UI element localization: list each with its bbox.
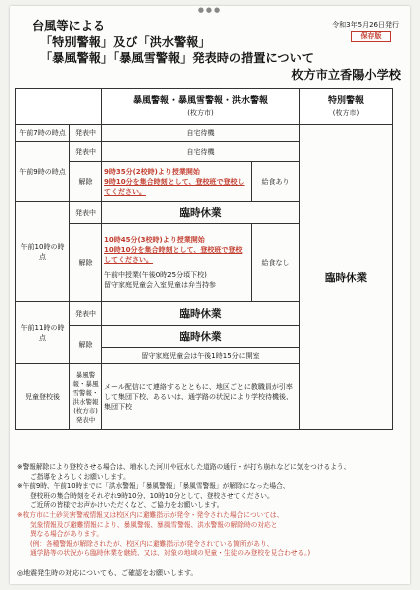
title-line-1: 台風等による [32, 19, 106, 33]
note-line: (例：各種警報が解除されたが、校区内に避難指示が発令されている箇所があり、 [30, 539, 274, 548]
row-9am-instructions: 9時35分(2校時)より授業開始 9時10分を集合時刻として、登校班で登校してください。 [102, 162, 252, 202]
row-11am-status-active: 発表中 [70, 302, 102, 326]
header-storm: 暴風警報・暴風雪警報・洪水警報 (枚方市) [102, 89, 300, 125]
issue-date: 令和3年5月26日発行 [332, 21, 399, 29]
row-10am-lunch: 給食なし [252, 224, 300, 302]
notes-section [17, 463, 397, 559]
note-line: 異なる場合があります。 [30, 530, 104, 539]
header-special: 特別警報 (枚方市) [300, 89, 393, 125]
note-line: 通学路等の状況から臨時休業を継続、又は、対象の地域の児童・生徒のみ登校を見合わせる。) [30, 549, 311, 558]
keep-stamp: 保存版 [351, 31, 391, 42]
row-9am-lunch: 給食あり [252, 162, 300, 202]
response-table [15, 88, 393, 430]
row-10am-time: 午前10時の時点 [16, 202, 70, 302]
row-7am-action: 自宅待機 [102, 125, 300, 142]
row-11am-status-lifted: 解除 [70, 326, 102, 364]
after-arrival-status: 暴風警報・暴風雪警報・洪水警報(枚方市)発表中 [70, 364, 102, 430]
note-line: 登校班の集合時刻をそれぞれ9時10分、10時10分として、登校させてください。 [30, 491, 274, 500]
row-9am-time: 午前9時の時点 [16, 142, 70, 202]
row-7am-status: 発表中 [70, 125, 102, 142]
special-warning-action: 臨時休業 [300, 125, 393, 430]
row-10am-status-lifted: 解除 [70, 224, 102, 302]
note-line: ご指導をよろしくお願いします。 [30, 472, 130, 481]
row-11am-time: 午前11時の時点 [16, 302, 70, 364]
row-7am-time: 午前7時の時点 [16, 125, 70, 142]
note-line: ご近所の皆様でお声かけいただくなど、ご協力をお願いします。 [30, 501, 224, 510]
title-line-2: 「特別警報」及び「洪水警報」 [40, 35, 211, 49]
header-blank [16, 89, 102, 125]
row-9am-action-active: 自宅待機 [102, 142, 300, 162]
row-9am-status-active: 発表中 [70, 142, 102, 162]
footer-note: ◎地震発生時の対応についても、ご確認をお願いします。 [17, 569, 198, 577]
row-10am-action-active: 臨時休業 [102, 202, 300, 224]
row-11am-action-active: 臨時休業 [102, 302, 300, 326]
row-10am-status-active: 発表中 [70, 202, 102, 224]
hole-punch-marks: ●●● [197, 6, 223, 14]
note-line: ※枚方市に土砂災害警戒情報又は校区内に避難指示が発令・発令された場合については、 [17, 510, 284, 519]
row-11am-note: 留守家庭児童会は午後1時15分に開室 [102, 348, 300, 364]
title-line-3: 「暴風警報」「暴風雪警報」発表時の措置について [40, 51, 314, 65]
note-line: ※午前9時、午前10時までに「洪水警報」「暴風警報」「暴風雪警報」が解除になった場合、 [17, 482, 290, 491]
row-10am-instructions: 10時45分(3校時)より授業開始 10時10分を集合時刻として、登校班で登校してください。 午前中授業(午後0時25分頃下校) 留守家庭児童会入室児童は弁当持参 [102, 224, 252, 302]
row-11am-action-lifted: 臨時休業 [102, 326, 300, 348]
row-9am-status-lifted: 解除 [70, 162, 102, 202]
notice-title [32, 18, 332, 66]
note-line: ※警報解除により登校させる場合は、増水した河川や冠水した道路の通行・が打ち崩れなどに気をつけるよう、 [17, 463, 351, 471]
note-line: 気象情報及び避難情報により、暴風警報、暴風雪警報、洪水警報の解除時の対応と [30, 520, 278, 529]
after-arrival-action: メール配信にて連絡するとともに、地区ごとに教職員が引率して集団下校、あるいは、通学路の状況により学校待機後、集団下校 [102, 364, 300, 430]
school-name: 枚方市立香陽小学校 [291, 68, 401, 82]
after-arrival-label: 児童登校後 [16, 364, 70, 430]
